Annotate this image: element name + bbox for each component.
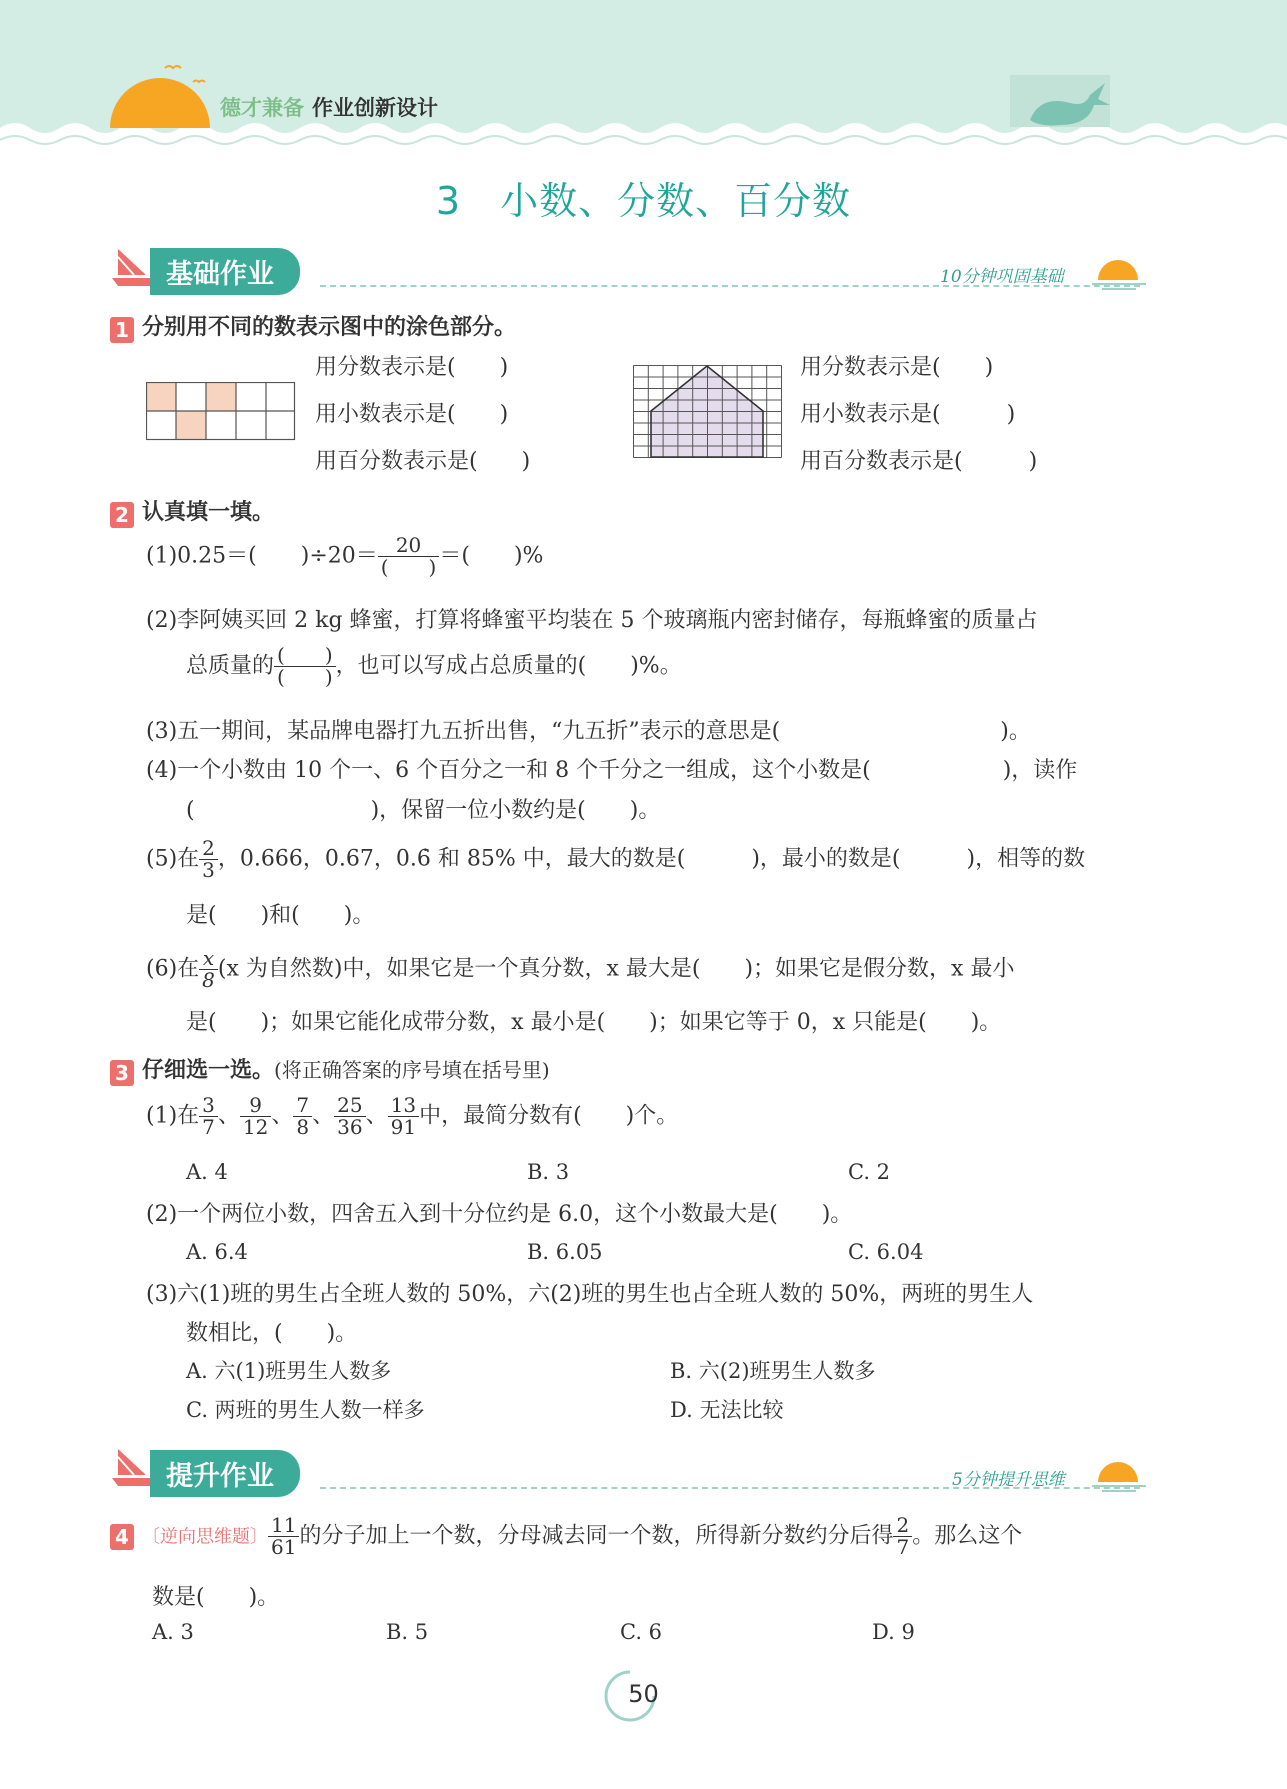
fraction — [268, 1515, 299, 1558]
denominator: 7 — [896, 1535, 910, 1559]
option-d[interactable]: D. 9 — [872, 1620, 915, 1644]
q3-sub3-line1: (3)六(1)班的男生占全班人数的 50%，六(2)班的男生也占全班人数的 50%，两班的男生人 — [146, 1282, 1034, 1307]
question-4-line1 — [110, 1515, 1022, 1558]
question-tag: 〔逆向思维题〕 — [142, 1526, 268, 1548]
numerator: 13 — [388, 1095, 419, 1117]
brand-dark: 作业创新设计 — [312, 96, 438, 120]
fraction — [334, 1095, 365, 1138]
q2-part5-line1 — [146, 838, 1085, 881]
brand-green: 德才兼备 — [220, 96, 304, 120]
denominator: 8 — [202, 968, 215, 992]
sunset-icon — [1090, 1452, 1150, 1497]
sunset-icon — [1090, 250, 1150, 295]
option-d[interactable]: D. 无法比较 — [670, 1398, 784, 1422]
numerator: x — [199, 948, 218, 970]
numerator: 25 — [334, 1095, 365, 1117]
option-c[interactable]: C. 2 — [848, 1160, 891, 1184]
numerator: 11 — [268, 1515, 299, 1537]
option-a[interactable]: A. 六(1)班男生人数多 — [186, 1359, 392, 1383]
question-title: 分别用不同的数表示图中的涂色部分。 — [142, 315, 517, 340]
q2-part4-line1: (4)一个小数由 10 个一、6 个百分之一和 8 个千分之一组成，这个小数是( )，读作 — [146, 758, 1078, 783]
q2-p2-text-b: 总质量的 — [186, 653, 275, 679]
fraction — [240, 1095, 271, 1138]
denominator: 8 — [296, 1115, 310, 1139]
question-1-title-row — [110, 310, 516, 343]
numerator: ( ) — [274, 645, 336, 667]
whale-icon — [1010, 75, 1115, 135]
fraction — [893, 1515, 912, 1558]
figure-grid-pentagon — [633, 365, 783, 460]
numerator: 3 — [199, 1095, 218, 1117]
denominator: 3 — [202, 858, 215, 882]
q2-p6-text-a: (6)在 — [146, 956, 200, 982]
q2-p2-text-c: ，也可以写成占总质量的( )%。 — [335, 653, 682, 679]
header-brand — [220, 92, 438, 122]
q3-sub2: (2)一个两位小数，四舍五入到十分位约是 6.0，这个小数最大是( )。 — [146, 1202, 853, 1227]
denominator: 61 — [271, 1535, 297, 1559]
question-title: 认真填一填。 — [142, 500, 275, 525]
q2-part1 — [146, 535, 543, 578]
denominator: 12 — [242, 1115, 269, 1139]
numerator: 2 — [893, 1515, 912, 1537]
fraction — [378, 535, 440, 578]
q1-right-decimal: 用小数表示是( ) — [800, 402, 1016, 427]
section-advanced-time: 5分钟提升思维 — [952, 1470, 1065, 1490]
q4-text-b: 。那么这个 — [912, 1523, 1023, 1549]
option-c[interactable]: C. 两班的男生人数一样多 — [186, 1398, 425, 1422]
section-basic-label: 基础作业 — [150, 248, 300, 295]
numerator: 20 — [378, 535, 440, 557]
denominator: ( ) — [277, 665, 333, 689]
question-number: 1 — [110, 317, 134, 343]
fraction — [199, 838, 218, 881]
option-c[interactable]: C. 6 — [620, 1620, 663, 1644]
page-number: 50 — [628, 1680, 659, 1708]
question-number: 4 — [110, 1524, 134, 1550]
question-3-title-row — [110, 1053, 550, 1086]
q2-p1-text-a: (1)0.25＝( )÷20＝ — [146, 543, 378, 569]
numerator: 2 — [199, 838, 218, 860]
q3-sub3-line2: 数相比，( )。 — [186, 1321, 358, 1346]
option-b[interactable]: B. 5 — [386, 1620, 429, 1644]
q2-part4-line2: ( )，保留一位小数约是( )。 — [186, 798, 661, 823]
page-title: 3 小数、分数、百分数 — [435, 179, 852, 223]
option-a[interactable]: A. 4 — [186, 1160, 228, 1184]
q2-part6-line2: 是( )；如果它能化成带分数，x 最小是( )；如果它等于 0，x 只能是( )。 — [186, 1010, 1002, 1035]
option-b[interactable]: B. 3 — [527, 1160, 570, 1184]
option-a[interactable]: A. 3 — [152, 1620, 194, 1644]
q2-part2-line1: (2)李阿姨买回 2 kg 蜂蜜，打算将蜂蜜平均装在 5 个玻璃瓶内密封储存，每瓶蜂蜜的质量占 — [146, 608, 1038, 633]
fraction — [199, 1095, 218, 1138]
option-b[interactable]: B. 6.05 — [527, 1240, 603, 1264]
question-title-note: (将正确答案的序号填在括号里) — [274, 1058, 550, 1082]
section-advanced-label: 提升作业 — [150, 1450, 300, 1497]
denominator: 36 — [337, 1115, 363, 1139]
option-a[interactable]: A. 6.4 — [186, 1240, 248, 1264]
q2-p5-text-a: (5)在 — [146, 846, 200, 872]
q4-text-a: 的分子加上一个数，分母减去同一个数，所得新分数约分后得 — [299, 1523, 894, 1549]
q2-p5-text-b: ，0.666，0.67，0.6̇ 和 85% 中，最大的数是( )，最小的数是( )，相等的数 — [217, 846, 1086, 872]
q3-s1-text-b: 中，最简分数有( )个。 — [419, 1103, 679, 1129]
q1-left-percent: 用百分数表示是( ) — [315, 449, 531, 474]
sun-logo-icon — [105, 60, 215, 130]
denominator: 7 — [202, 1115, 215, 1139]
q1-right-fraction: 用分数表示是( ) — [800, 355, 994, 380]
q1-right-percent: 用百分数表示是( ) — [800, 449, 1038, 474]
q2-part2-line2 — [186, 645, 682, 688]
option-c[interactable]: C. 6.04 — [848, 1240, 924, 1264]
question-4-line2: 数是( )。 — [152, 1585, 280, 1610]
fraction — [274, 645, 336, 688]
question-2-title-row — [110, 495, 274, 528]
q3-s1-text-a: (1)在 — [146, 1103, 200, 1129]
question-number: 3 — [110, 1060, 134, 1086]
numerator: 9 — [240, 1095, 271, 1117]
question-title: 仔细选一选。 — [142, 1058, 275, 1083]
fraction — [293, 1095, 312, 1138]
q2-part6-line1 — [146, 948, 1014, 991]
q1-left-fraction: 用分数表示是( ) — [315, 355, 509, 380]
fraction — [199, 948, 218, 991]
option-b[interactable]: B. 六(2)班男生人数多 — [670, 1359, 876, 1383]
numerator: 7 — [293, 1095, 312, 1117]
fraction — [388, 1095, 419, 1138]
q2-part3: (3)五一期间，某品牌电器打九五折出售，“九五折”表示的意思是( )。 — [146, 719, 1031, 744]
denominator: ( ) — [380, 555, 437, 579]
figure-grid-2x5 — [146, 382, 296, 442]
q2-p1-text-b: ＝( )% — [439, 543, 544, 569]
q2-p6-text-b: (x 为自然数)中，如果它是一个真分数，x 最大是( )；如果它是假分数，x 最小 — [217, 956, 1015, 982]
question-number: 2 — [110, 502, 134, 528]
q3-sub1: (1)在 $\frac{3}{7}$ 、 $\frac{9}{12}$ 、 $\frac{7}{8}$ 、 $\frac{25}{36}$ 、 $\frac{13}{91}$ 中，最简分数有( )个。 — [146, 1093, 679, 1139]
q1-left-decimal: 用小数表示是( ) — [315, 402, 509, 427]
section-basic-time: 10分钟巩固基础 — [940, 267, 1064, 287]
q2-part5-line2: 是( )和( )。 — [186, 903, 375, 928]
denominator: 91 — [390, 1115, 417, 1139]
